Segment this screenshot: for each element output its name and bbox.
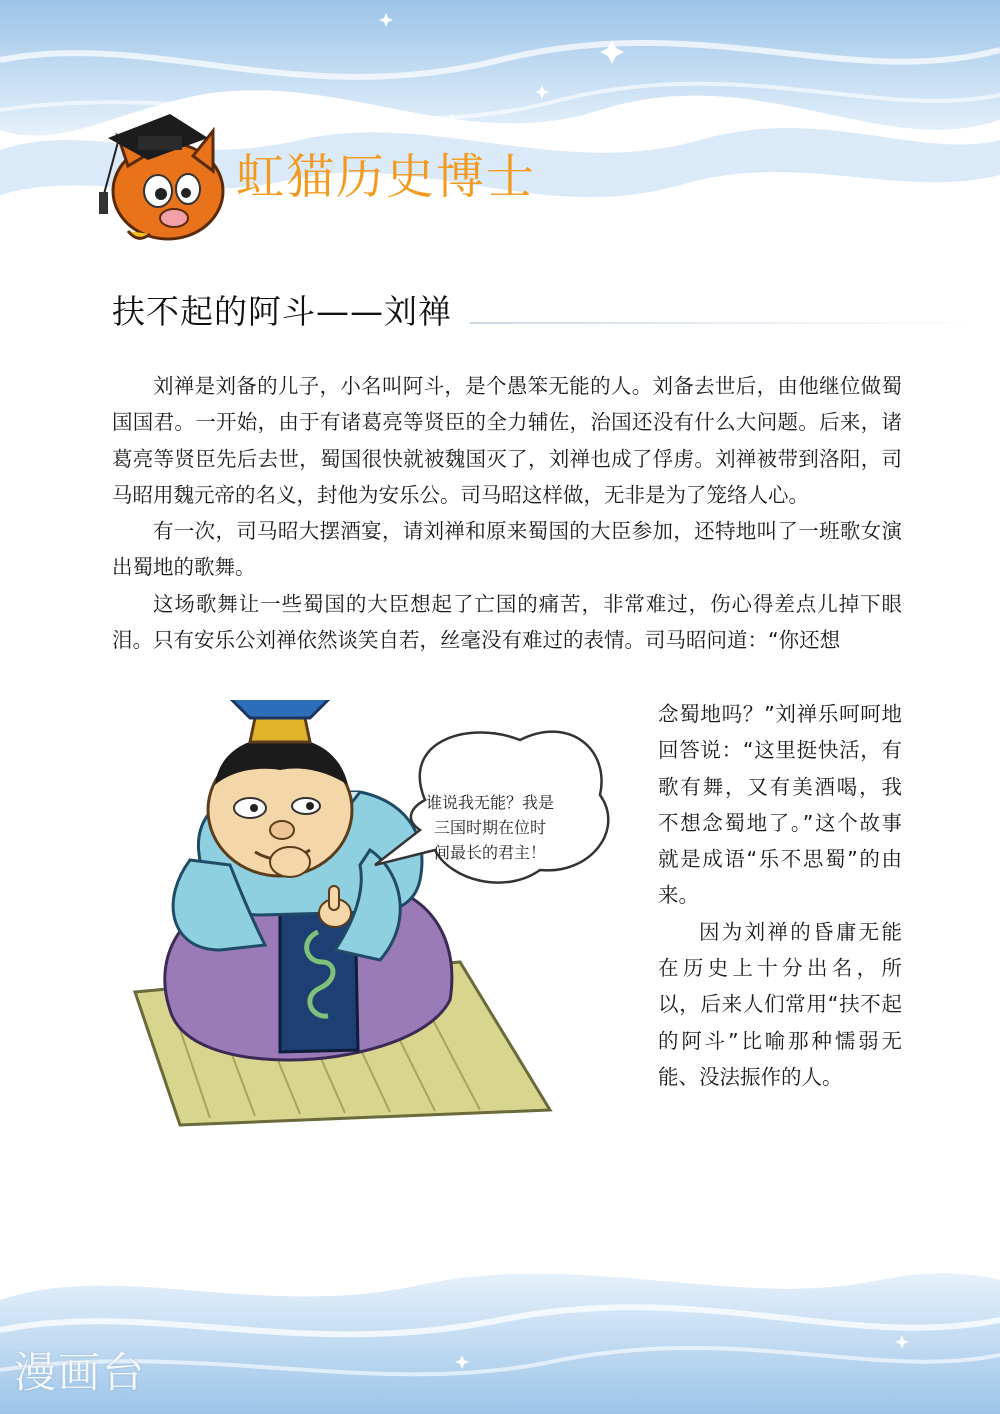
- article-paragraph: 刘禅是刘备的儿子，小名叫阿斗，是个愚笨无能的人。刘备去世后，由他继位做蜀国国君。一开始，由于有诸葛亮等贤臣的全力辅佐，治国还没有什么大问题。后来，诸葛亮等贤臣先后去世，蜀国很快就被魏国灭了，刘禅也成了俘虏。刘禅被带到洛阳，司马昭用魏元帝的名义，封他为安乐公。司马昭这样做，无非是为了笼络人心。: [112, 374, 902, 507]
- article-paragraph: 有一次，司马昭大摆酒宴，请刘禅和原来蜀国的大臣参加，还特地叫了一班歌女演出蜀地的歌舞。: [112, 519, 902, 580]
- speech-bubble-text: [390, 790, 590, 865]
- subtitle-divider: [470, 322, 990, 324]
- article-paragraph: 因为刘禅的昏庸无能在历史上十分出名，所以，后来人们常用“扶不起的阿斗”比喻那种懦弱无能、没法振作的人。: [658, 919, 902, 1089]
- article-subtitle: 扶不起的阿斗——刘禅: [112, 292, 452, 331]
- liu-shan-illustration: [130, 700, 630, 1130]
- article-paragraph: 念蜀地吗？”刘禅乐呵呵地回答说：“这里挺快活，有歌有舞，又有美酒喝，我不想念蜀地了。”这个故事就是成语“乐不思蜀”的由来。: [658, 702, 902, 908]
- article-side-column: [658, 696, 902, 1095]
- watermark-logo: 漫画台: [14, 1348, 147, 1397]
- page-title: 虹猫历史博士: [236, 149, 537, 205]
- bottom-wave-decoration: [0, 1240, 1000, 1414]
- article-paragraph: 这场歌舞让一些蜀国的大臣想起了亡国的痛苦，非常难过，伤心得差点儿掉下眼泪。只有安乐公刘禅依然谈笑自若，丝毫没有难过的表情。司马昭问道：“你还想: [112, 591, 902, 653]
- bubble-line: 间最长的君主！: [433, 843, 546, 862]
- rainbow-cat-mascot-icon: [88, 96, 228, 246]
- bubble-line: 谁说我无能？我是: [425, 793, 554, 812]
- bubble-line: 三国时期在位时: [433, 818, 546, 837]
- article-body: [112, 368, 902, 658]
